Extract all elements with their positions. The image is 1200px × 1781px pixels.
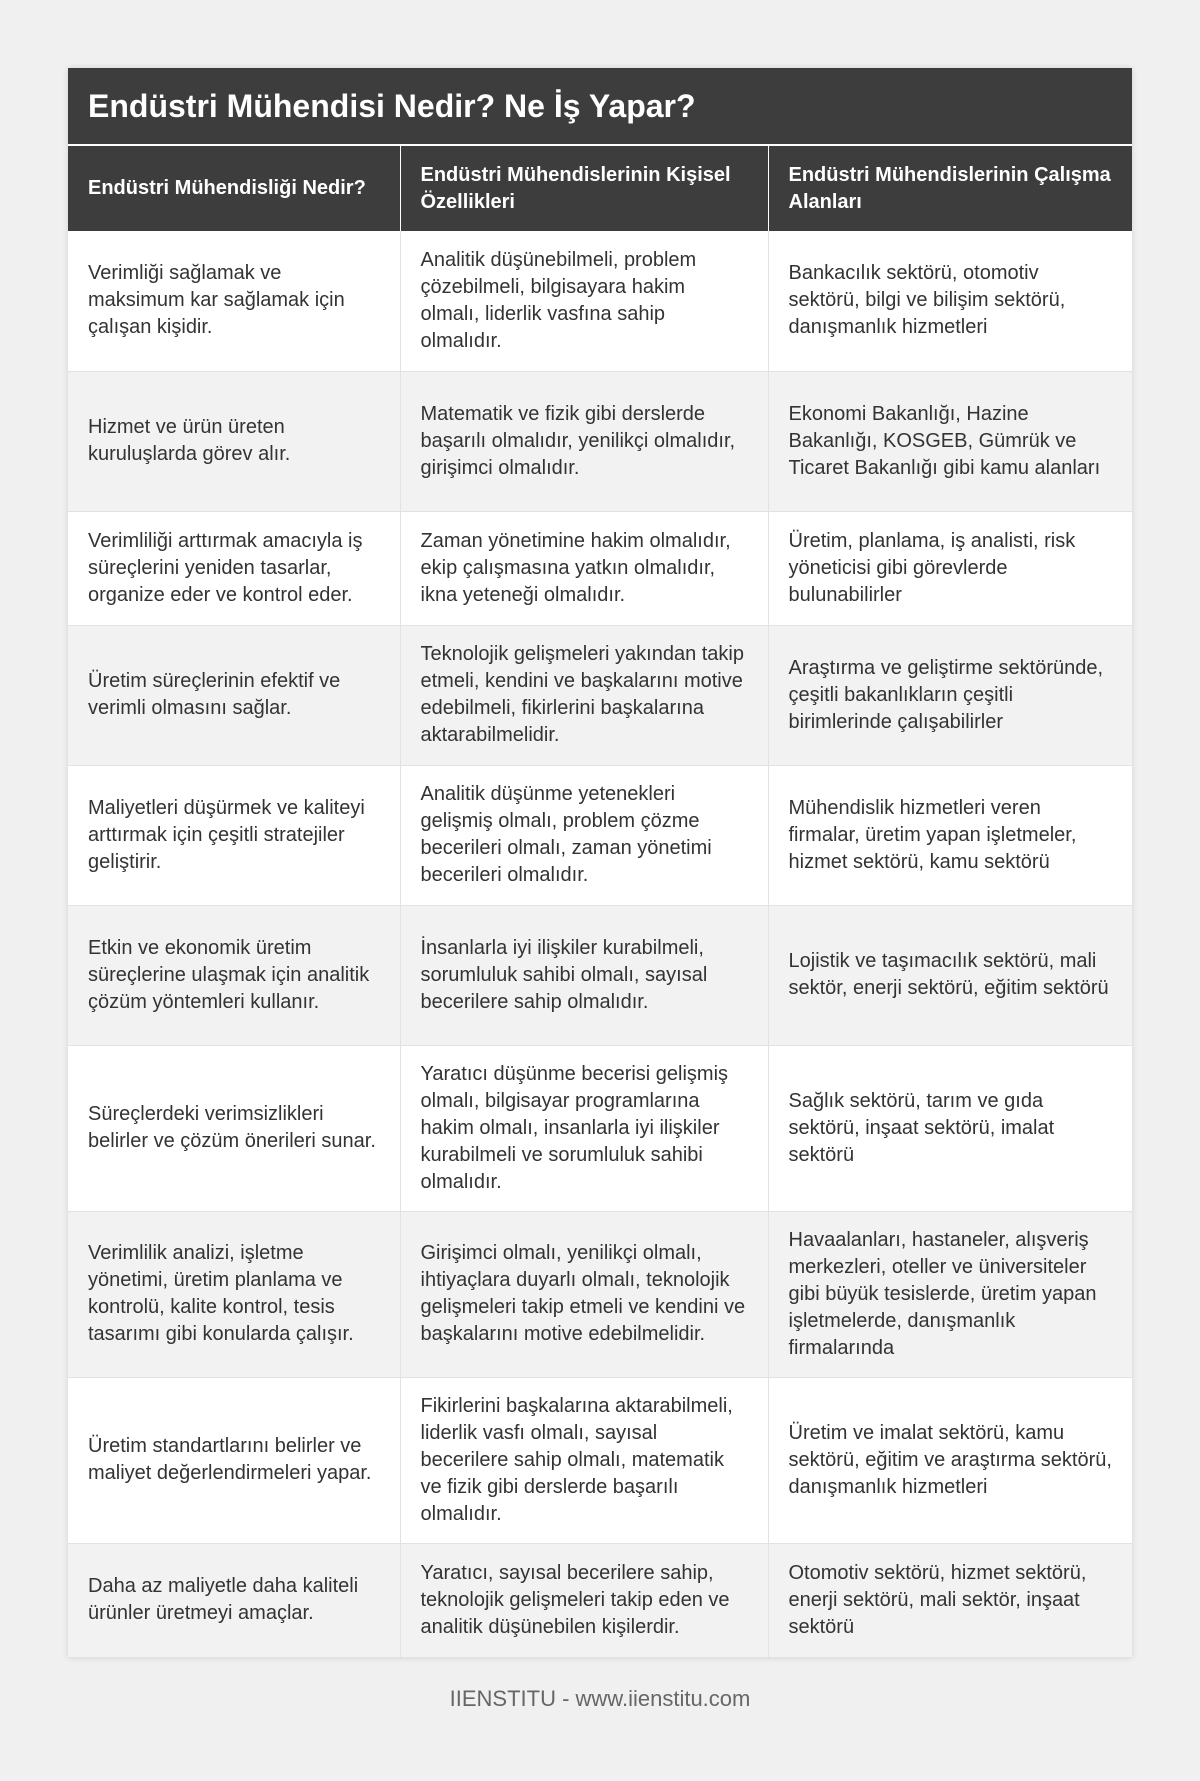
table-row xyxy=(68,765,1132,905)
table-cell: Hizmet ve ürün üreten kuruluşlarda görev alır. xyxy=(68,371,400,511)
table-card xyxy=(68,68,1132,1658)
table-cell: Üretim, planlama, iş analisti, risk yöneticisi gibi görevlerde bulunabilirler xyxy=(768,511,1132,625)
table-row xyxy=(68,905,1132,1045)
table-cell: İnsanlarla iyi ilişkiler kurabilmeli, sorumluluk sahibi olmalı, sayısal becerilere sahip olmalıdır. xyxy=(400,905,768,1045)
table-cell: Fikirlerini başkalarına aktarabilmeli, liderlik vasfı olmalı, sayısal becerilere sahip olmalı, matematik ve fizik gibi derslerde başarılı olmalıdır. xyxy=(400,1377,768,1543)
table-cell: Üretim ve imalat sektörü, kamu sektörü, eğitim ve araştırma sektörü, danışmanlık hizmetleri xyxy=(768,1377,1132,1543)
table-cell: Girişimci olmalı, yenilikçi olmalı, ihtiyaçlara duyarlı olmalı, teknolojik gelişmeleri takip etmeli ve kendini ve başkalarını motive edebilmelidir. xyxy=(400,1211,768,1377)
table-cell: Verimliği sağlamak ve maksimum kar sağlamak için çalışan kişidir. xyxy=(68,231,400,371)
table-cell: Mühendislik hizmetleri veren firmalar, üretim yapan işletmeler, hizmet sektörü, kamu sektörü xyxy=(768,765,1132,905)
table-cell: Zaman yönetimine hakim olmalıdır, ekip çalışmasına yatkın olmalıdır, ikna yeteneği olmalıdır. xyxy=(400,511,768,625)
table-cell: Sağlık sektörü, tarım ve gıda sektörü, inşaat sektörü, imalat sektörü xyxy=(768,1045,1132,1211)
table-row xyxy=(68,1211,1132,1377)
table-cell: Etkin ve ekonomik üretim süreçlerine ulaşmak için analitik çözüm yöntemleri kullanır. xyxy=(68,905,400,1045)
table-cell: Araştırma ve geliştirme sektöründe, çeşitli bakanlıkların çeşitli birimlerinde çalışabilirler xyxy=(768,625,1132,765)
table-row xyxy=(68,1377,1132,1543)
table-cell: Maliyetleri düşürmek ve kaliteyi arttırmak için çeşitli stratejiler geliştirir. xyxy=(68,765,400,905)
table-cell: Verimlilik analizi, işletme yönetimi, üretim planlama ve kontrolü, kalite kontrol, tesis tasarımı gibi konularda çalışır. xyxy=(68,1211,400,1377)
footer-credit: IIENSTITU - www.iienstitu.com xyxy=(449,1686,751,1711)
table-cell: Verimliliği arttırmak amacıyla iş süreçlerini yeniden tasarlar, organize eder ve kontrol eder. xyxy=(68,511,400,625)
table-row xyxy=(68,1045,1132,1211)
table-cell: Analitik düşünme yetenekleri gelişmiş olmalı, problem çözme becerileri olmalı, zaman yönetimi becerileri olmalıdır. xyxy=(400,765,768,905)
column-header-definition: Endüstri Mühendisliği Nedir? xyxy=(68,145,400,231)
table-cell: Analitik düşünebilmeli, problem çözebilmeli, bilgisayara hakim olmalı, liderlik vasfına sahip olmalıdır. xyxy=(400,231,768,371)
table-header-row xyxy=(68,145,1132,231)
table-cell: Daha az maliyetle daha kaliteli ürünler üretmeyi amaçlar. xyxy=(68,1543,400,1657)
table-cell: Yaratıcı, sayısal becerilere sahip, teknolojik gelişmeleri takip eden ve analitik düşünebilen kişilerdir. xyxy=(400,1543,768,1657)
table-cell: Havaalanları, hastaneler, alışveriş merkezleri, oteller ve üniversiteler gibi büyük tesislerde, üretim yapan işletmelerde, danışmanlık firmalarında xyxy=(768,1211,1132,1377)
table-cell: Bankacılık sektörü, otomotiv sektörü, bilgi ve bilişim sektörü, danışmanlık hizmetleri xyxy=(768,231,1132,371)
table-cell: Lojistik ve taşımacılık sektörü, mali sektör, enerji sektörü, eğitim sektörü xyxy=(768,905,1132,1045)
table-row xyxy=(68,231,1132,371)
table-cell: Süreçlerdeki verimsizlikleri belirler ve çözüm önerileri sunar. xyxy=(68,1045,400,1211)
table-cell: Otomotiv sektörü, hizmet sektörü, enerji sektörü, mali sektör, inşaat sektörü xyxy=(768,1543,1132,1657)
table-row xyxy=(68,1543,1132,1657)
table-cell: Üretim süreçlerinin efektif ve verimli olmasını sağlar. xyxy=(68,625,400,765)
table-cell: Ekonomi Bakanlığı, Hazine Bakanlığı, KOSGEB, Gümrük ve Ticaret Bakanlığı gibi kamu alanları xyxy=(768,371,1132,511)
table-row xyxy=(68,511,1132,625)
table-row xyxy=(68,625,1132,765)
info-table xyxy=(68,144,1132,1658)
table-row xyxy=(68,371,1132,511)
table-cell: Teknolojik gelişmeleri yakından takip etmeli, kendini ve başkalarını motive edebilmeli, fikirlerini başkalarına aktarabilmelidir. xyxy=(400,625,768,765)
table-cell: Matematik ve fizik gibi derslerde başarılı olmalıdır, yenilikçi olmalıdır, girişimci olmalıdır. xyxy=(400,371,768,511)
table-cell: Üretim standartlarını belirler ve maliyet değerlendirmeleri yapar. xyxy=(68,1377,400,1543)
table-cell: Yaratıcı düşünme becerisi gelişmiş olmalı, bilgisayar programlarına hakim olmalı, insanlarla iyi ilişkiler kurabilmeli ve sorumluluk sahibi olmalıdır. xyxy=(400,1045,768,1211)
page-title: Endüstri Mühendisi Nedir? Ne İş Yapar? xyxy=(68,68,1132,144)
column-header-work-areas: Endüstri Mühendislerinin Çalışma Alanları xyxy=(768,145,1132,231)
table-body xyxy=(68,231,1132,1657)
column-header-traits: Endüstri Mühendislerinin Kişisel Özellikleri xyxy=(400,145,768,231)
